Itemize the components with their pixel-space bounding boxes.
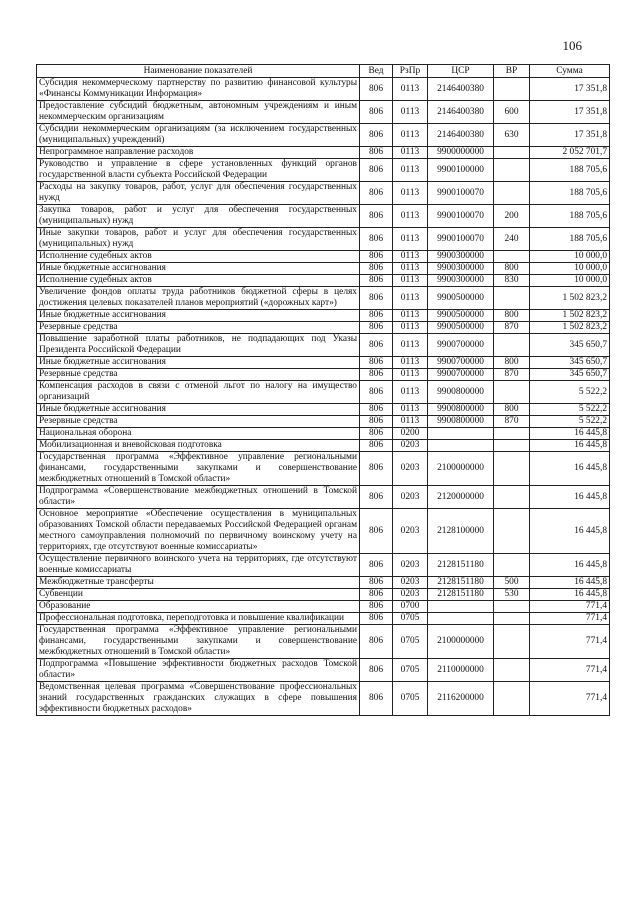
table-row: [37, 682, 610, 716]
cell-rzpr: 0113: [393, 357, 428, 369]
cell-rzpr: 0113: [393, 124, 428, 147]
cell-csr: 2120000000: [428, 486, 494, 509]
cell-csr: 9900500000: [428, 310, 494, 322]
table-header-row: [37, 65, 610, 78]
cell-rzpr: 0113: [393, 381, 428, 404]
cell-sum: 16 445,8: [530, 554, 610, 577]
cell-rzpr: 0113: [393, 322, 428, 334]
cell-rzpr: 0203: [393, 577, 428, 589]
table-row: [37, 310, 610, 322]
cell-sum: 5 522,2: [530, 381, 610, 404]
cell-ved: 806: [360, 287, 393, 310]
cell-csr: 9900100070: [428, 182, 494, 205]
table-row: [37, 124, 610, 147]
cell-name: Иные бюджетные ассигнования: [37, 310, 360, 322]
table-row: [37, 275, 610, 287]
table-row: [37, 416, 610, 428]
cell-rzpr: 0113: [393, 263, 428, 275]
header-ved: Вед: [360, 65, 393, 78]
cell-csr: 9900500000: [428, 287, 494, 310]
cell-vr: 500: [494, 577, 530, 589]
table-row: [37, 554, 610, 577]
cell-vr: [494, 601, 530, 613]
table-row: [37, 322, 610, 334]
cell-rzpr: 0113: [393, 182, 428, 205]
cell-sum: 16 445,8: [530, 577, 610, 589]
cell-ved: 806: [360, 369, 393, 381]
cell-vr: 530: [494, 589, 530, 601]
cell-sum: 16 445,8: [530, 509, 610, 554]
cell-rzpr: 0203: [393, 452, 428, 486]
cell-sum: 17 351,8: [530, 101, 610, 124]
cell-csr: 9900300000: [428, 263, 494, 275]
cell-vr: [494, 452, 530, 486]
header-name: Наименование показателей: [37, 65, 360, 78]
cell-rzpr: 0113: [393, 404, 428, 416]
table-row: [37, 205, 610, 228]
cell-sum: 771,4: [530, 682, 610, 716]
cell-ved: 806: [360, 334, 393, 357]
cell-name: Образование: [37, 601, 360, 613]
cell-ved: 806: [360, 310, 393, 322]
cell-vr: 630: [494, 124, 530, 147]
header-vr: ВР: [494, 65, 530, 78]
cell-rzpr: 0203: [393, 554, 428, 577]
cell-name: Руководство и управление в сфере установленных функций органов государственной власти субъекта Российской Федерации: [37, 159, 360, 182]
cell-ved: 806: [360, 509, 393, 554]
cell-sum: 188 705,6: [530, 182, 610, 205]
cell-csr: 9900800000: [428, 416, 494, 428]
cell-ved: 806: [360, 452, 393, 486]
cell-vr: [494, 147, 530, 159]
cell-vr: [494, 251, 530, 263]
cell-name: Субсидии некоммерческим организациям (за исключением государственных (муниципальных) учреждений): [37, 124, 360, 147]
cell-vr: 800: [494, 310, 530, 322]
cell-csr: 9900100000: [428, 159, 494, 182]
table-row: [37, 101, 610, 124]
cell-name: Резервные средства: [37, 369, 360, 381]
table-row: [37, 601, 610, 613]
cell-name: Непрограммное направление расходов: [37, 147, 360, 159]
table-row: [37, 147, 610, 159]
table-row: [37, 287, 610, 310]
table-row: [37, 452, 610, 486]
table-row: [37, 228, 610, 251]
cell-sum: 771,4: [530, 601, 610, 613]
cell-name: Субсидия некоммерческому партнерству по развитию финансовой культуры «Финансы Коммуникации Информация»: [37, 78, 360, 101]
cell-ved: 806: [360, 486, 393, 509]
cell-ved: 806: [360, 381, 393, 404]
cell-name: Резервные средства: [37, 322, 360, 334]
cell-vr: [494, 78, 530, 101]
cell-vr: 830: [494, 275, 530, 287]
table-row: [37, 78, 610, 101]
cell-sum: 5 522,2: [530, 416, 610, 428]
cell-name: Подпрограмма «Повышение эффективности бюджетных расходов Томской области»: [37, 659, 360, 682]
cell-csr: 2146400380: [428, 101, 494, 124]
cell-rzpr: 0113: [393, 416, 428, 428]
cell-name: Расходы на закупку товаров, работ, услуг для обеспечения государственных нужд: [37, 182, 360, 205]
cell-csr: 9900000000: [428, 147, 494, 159]
cell-vr: [494, 334, 530, 357]
cell-vr: 800: [494, 404, 530, 416]
cell-ved: 806: [360, 205, 393, 228]
cell-rzpr: 0113: [393, 205, 428, 228]
cell-rzpr: 0113: [393, 310, 428, 322]
cell-rzpr: 0113: [393, 159, 428, 182]
cell-name: Субвенции: [37, 589, 360, 601]
cell-vr: 200: [494, 205, 530, 228]
cell-csr: 2116200000: [428, 682, 494, 716]
cell-name: Компенсация расходов в связи с отменой льгот по налогу на имущество организаций: [37, 381, 360, 404]
table-row: [37, 357, 610, 369]
cell-rzpr: 0113: [393, 228, 428, 251]
cell-name: Иные бюджетные ассигнования: [37, 404, 360, 416]
cell-ved: 806: [360, 263, 393, 275]
cell-vr: [494, 554, 530, 577]
cell-csr: [428, 440, 494, 452]
cell-ved: 806: [360, 440, 393, 452]
cell-rzpr: 0113: [393, 251, 428, 263]
table-row: [37, 182, 610, 205]
cell-ved: 806: [360, 357, 393, 369]
cell-name: Государственная программа «Эффективное управление региональными финансами, государственными закупками и совершенствование межбюджетных отношений в Томской области»: [37, 625, 360, 659]
cell-vr: 800: [494, 357, 530, 369]
cell-ved: 806: [360, 101, 393, 124]
cell-ved: 806: [360, 416, 393, 428]
cell-name: Иные закупки товаров, работ и услуг для обеспечения государственных (муниципальных) нужд: [37, 228, 360, 251]
cell-sum: 16 445,8: [530, 452, 610, 486]
cell-vr: [494, 440, 530, 452]
cell-csr: 9900700000: [428, 369, 494, 381]
cell-csr: 2128151180: [428, 589, 494, 601]
cell-ved: 806: [360, 147, 393, 159]
cell-name: Мобилизационная и вневойсковая подготовка: [37, 440, 360, 452]
header-rzpr: РзПр: [393, 65, 428, 78]
cell-sum: 5 522,2: [530, 404, 610, 416]
cell-vr: [494, 625, 530, 659]
table-row: [37, 263, 610, 275]
cell-csr: 9900800000: [428, 381, 494, 404]
cell-vr: [494, 682, 530, 716]
cell-csr: 9900100070: [428, 205, 494, 228]
cell-vr: [494, 182, 530, 205]
cell-ved: 806: [360, 124, 393, 147]
cell-vr: 240: [494, 228, 530, 251]
table-row: [37, 440, 610, 452]
cell-name: Исполнение судебных актов: [37, 251, 360, 263]
cell-csr: [428, 428, 494, 440]
cell-csr: 2128151180: [428, 554, 494, 577]
cell-sum: 345 650,7: [530, 369, 610, 381]
cell-vr: 870: [494, 416, 530, 428]
cell-csr: 9900100070: [428, 228, 494, 251]
cell-ved: 806: [360, 554, 393, 577]
cell-vr: [494, 159, 530, 182]
cell-csr: 9900700000: [428, 357, 494, 369]
cell-rzpr: 0113: [393, 369, 428, 381]
cell-ved: 806: [360, 159, 393, 182]
cell-sum: 16 445,8: [530, 440, 610, 452]
cell-sum: 1 502 823,2: [530, 322, 610, 334]
cell-ved: 806: [360, 577, 393, 589]
cell-ved: 806: [360, 404, 393, 416]
cell-csr: 9900500000: [428, 322, 494, 334]
cell-vr: 870: [494, 322, 530, 334]
cell-sum: 10 000,0: [530, 263, 610, 275]
header-sum: Сумма: [530, 65, 610, 78]
cell-csr: 2110000000: [428, 659, 494, 682]
cell-csr: 2128151180: [428, 577, 494, 589]
cell-sum: 17 351,8: [530, 124, 610, 147]
cell-name: Государственная программа «Эффективное управление региональными финансами, государственными закупками и совершенствование межбюджетных отношений в Томской области»: [37, 452, 360, 486]
cell-ved: 806: [360, 228, 393, 251]
cell-name: Иные бюджетные ассигнования: [37, 357, 360, 369]
cell-sum: 10 000,0: [530, 251, 610, 263]
cell-rzpr: 0700: [393, 601, 428, 613]
cell-sum: 16 445,8: [530, 486, 610, 509]
table-row: [37, 334, 610, 357]
cell-vr: [494, 486, 530, 509]
cell-vr: [494, 428, 530, 440]
cell-ved: 806: [360, 275, 393, 287]
cell-rzpr: 0113: [393, 101, 428, 124]
header-csr: ЦСР: [428, 65, 494, 78]
cell-rzpr: 0203: [393, 486, 428, 509]
cell-sum: 2 052 701,7: [530, 147, 610, 159]
cell-rzpr: 0705: [393, 613, 428, 625]
cell-sum: 771,4: [530, 625, 610, 659]
cell-name: Профессиональная подготовка, переподготовка и повышение квалификации: [37, 613, 360, 625]
cell-vr: [494, 509, 530, 554]
cell-ved: 806: [360, 322, 393, 334]
cell-name: Иные бюджетные ассигнования: [37, 263, 360, 275]
cell-rzpr: 0203: [393, 589, 428, 601]
cell-vr: 870: [494, 369, 530, 381]
cell-vr: 600: [494, 101, 530, 124]
cell-sum: 1 502 823,2: [530, 310, 610, 322]
table-row: [37, 404, 610, 416]
table-row: [37, 625, 610, 659]
cell-csr: [428, 613, 494, 625]
cell-rzpr: 0705: [393, 625, 428, 659]
cell-sum: 345 650,7: [530, 334, 610, 357]
cell-sum: 771,4: [530, 659, 610, 682]
cell-rzpr: 0705: [393, 659, 428, 682]
table-row: [37, 577, 610, 589]
cell-name: Резервные средства: [37, 416, 360, 428]
cell-sum: 16 445,8: [530, 428, 610, 440]
cell-sum: 17 351,8: [530, 78, 610, 101]
cell-sum: 10 000,0: [530, 275, 610, 287]
cell-name: Основное мероприятие «Обеспечение осуществления в муниципальных образованиях Томской области передаваемых Российской Федерацией органам местного самоуправления полномочий по первичному воинскому учету на территориях, где отсутствуют военные комиссариаты»: [37, 509, 360, 554]
cell-sum: 771,4: [530, 613, 610, 625]
cell-ved: 806: [360, 182, 393, 205]
cell-name: Осуществление первичного воинского учета на территориях, где отсутствуют военные комиссариаты: [37, 554, 360, 577]
cell-ved: 806: [360, 601, 393, 613]
cell-sum: 188 705,6: [530, 228, 610, 251]
cell-rzpr: 0113: [393, 275, 428, 287]
cell-name: Подпрограмма «Совершенствование межбюджетных отношений в Томской области»: [37, 486, 360, 509]
cell-vr: [494, 659, 530, 682]
cell-csr: 9900800000: [428, 404, 494, 416]
cell-sum: 1 502 823,2: [530, 287, 610, 310]
cell-csr: 2146400380: [428, 78, 494, 101]
cell-sum: 188 705,6: [530, 205, 610, 228]
page-number: 106: [562, 38, 582, 53]
table-row: [37, 613, 610, 625]
cell-name: Увеличение фондов оплаты труда работников бюджетной сферы в целях достижения целевых показателей планов мероприятий («дорожных карт»): [37, 287, 360, 310]
cell-name: Национальная оборона: [37, 428, 360, 440]
cell-csr: 2100000000: [428, 625, 494, 659]
table-row: [37, 428, 610, 440]
cell-ved: 806: [360, 428, 393, 440]
cell-rzpr: 0113: [393, 78, 428, 101]
cell-ved: 806: [360, 78, 393, 101]
cell-vr: [494, 613, 530, 625]
table-row: [37, 381, 610, 404]
cell-csr: 2100000000: [428, 452, 494, 486]
cell-name: Исполнение судебных актов: [37, 275, 360, 287]
table-row: [37, 369, 610, 381]
cell-rzpr: 0113: [393, 147, 428, 159]
cell-vr: 800: [494, 263, 530, 275]
table-body: [37, 78, 610, 716]
cell-csr: [428, 601, 494, 613]
cell-csr: 2128100000: [428, 509, 494, 554]
table-row: [37, 251, 610, 263]
cell-ved: 806: [360, 682, 393, 716]
cell-ved: 806: [360, 659, 393, 682]
cell-vr: [494, 381, 530, 404]
cell-rzpr: 0113: [393, 287, 428, 310]
cell-sum: 16 445,8: [530, 589, 610, 601]
cell-ved: 806: [360, 589, 393, 601]
table-row: [37, 589, 610, 601]
cell-name: Ведомственная целевая программа «Совершенствование профессиональных знаний государственных гражданских служащих в сфере повышения эффективности бюджетных расходов»: [37, 682, 360, 716]
cell-sum: 188 705,6: [530, 159, 610, 182]
cell-vr: [494, 287, 530, 310]
cell-rzpr: 0113: [393, 334, 428, 357]
table-row: [37, 159, 610, 182]
cell-ved: 806: [360, 613, 393, 625]
table-row: [37, 659, 610, 682]
cell-name: Повышение заработной платы работников, не подпадающих под Указы Президента Российской Федерации: [37, 334, 360, 357]
cell-csr: 9900700000: [428, 334, 494, 357]
cell-rzpr: 0203: [393, 509, 428, 554]
budget-table: [36, 64, 610, 716]
cell-rzpr: 0705: [393, 682, 428, 716]
cell-rzpr: 0200: [393, 428, 428, 440]
cell-name: Закупка товаров, работ и услуг для обеспечения государственных (муниципальных) нужд: [37, 205, 360, 228]
cell-csr: 9900300000: [428, 251, 494, 263]
table-row: [37, 486, 610, 509]
cell-ved: 806: [360, 251, 393, 263]
cell-csr: 2146400380: [428, 124, 494, 147]
cell-name: Предоставление субсидий бюджетным, автономным учреждениям и иным некоммерческим организациям: [37, 101, 360, 124]
cell-ved: 806: [360, 625, 393, 659]
cell-rzpr: 0203: [393, 440, 428, 452]
cell-csr: 9900300000: [428, 275, 494, 287]
cell-sum: 345 650,7: [530, 357, 610, 369]
table-row: [37, 509, 610, 554]
cell-name: Межбюджетные трансферты: [37, 577, 360, 589]
